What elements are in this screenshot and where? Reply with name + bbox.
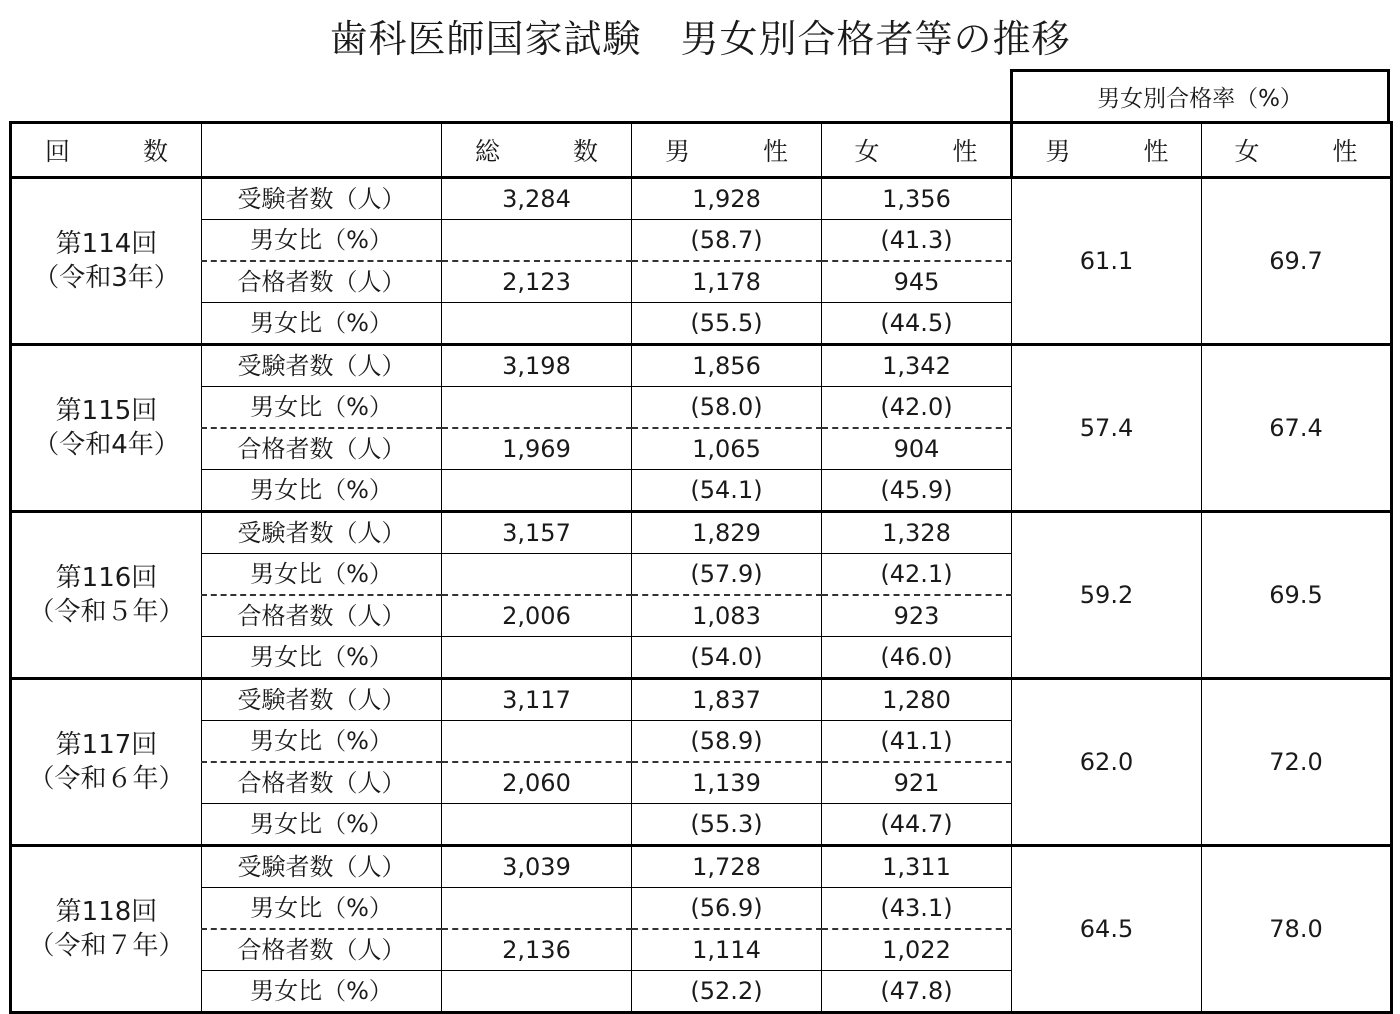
pass-rate-group-header: 男女別合格率（%） [1010, 69, 1390, 121]
round-era: （令和3年） [33, 263, 180, 293]
pass-rate-male: 61.1 [1012, 178, 1202, 345]
female-value: (46.0) [822, 637, 1012, 679]
pass-rate-male: 59.2 [1012, 512, 1202, 679]
total-value [442, 554, 632, 596]
total-value: 3,157 [442, 512, 632, 554]
male-value: (57.9) [632, 554, 822, 596]
male-value: (58.0) [632, 387, 822, 429]
table-row [11, 679, 1392, 721]
female-value: 1,311 [822, 846, 1012, 888]
pass-rate-female: 69.5 [1202, 512, 1392, 679]
pass-rate-female: 67.4 [1202, 345, 1392, 512]
male-value: 1,178 [632, 261, 822, 303]
total-value [442, 303, 632, 345]
male-value: 1,928 [632, 178, 822, 220]
total-value: 3,198 [442, 345, 632, 387]
col-header-total: 総 数 [442, 123, 632, 178]
female-value: 1,356 [822, 178, 1012, 220]
col-header-round: 回 数 [11, 123, 202, 178]
male-value: 1,856 [632, 345, 822, 387]
row-label: 受験者数（人） [202, 679, 442, 721]
page-title: 歯科医師国家試験 男女別合格者等の推移 [329, 17, 1071, 61]
total-value [442, 721, 632, 763]
row-label: 男女比（%） [202, 888, 442, 930]
total-value [442, 637, 632, 679]
total-value [442, 220, 632, 262]
pass-rate-male: 64.5 [1012, 846, 1202, 1013]
row-label: 合格者数（人） [202, 428, 442, 470]
female-value: 1,280 [822, 679, 1012, 721]
table-row [11, 345, 1392, 387]
male-value: (52.2) [632, 971, 822, 1013]
male-value: 1,083 [632, 595, 822, 637]
female-value: (42.0) [822, 387, 1012, 429]
female-value: (42.1) [822, 554, 1012, 596]
table-row [11, 178, 1392, 220]
row-label: 男女比（%） [202, 804, 442, 846]
male-value: 1,114 [632, 929, 822, 971]
round-name: 第114回 [55, 229, 158, 259]
round-label-cell [11, 178, 202, 345]
round-label-cell [11, 846, 202, 1013]
male-value: 1,837 [632, 679, 822, 721]
col-header-female: 女 性 [822, 123, 1012, 178]
round-name: 第118回 [55, 897, 158, 927]
round-name: 第116回 [55, 563, 158, 593]
header-row [11, 123, 1392, 178]
total-value: 3,284 [442, 178, 632, 220]
female-value: (47.8) [822, 971, 1012, 1013]
total-value: 2,136 [442, 929, 632, 971]
row-label: 男女比（%） [202, 387, 442, 429]
row-label: 合格者数（人） [202, 762, 442, 804]
col-header-rate-male: 男 性 [1012, 123, 1202, 178]
female-value: (41.3) [822, 220, 1012, 262]
male-value: 1,728 [632, 846, 822, 888]
total-value [442, 470, 632, 512]
female-value: (43.1) [822, 888, 1012, 930]
male-value: (58.7) [632, 220, 822, 262]
row-label: 合格者数（人） [202, 595, 442, 637]
row-label: 受験者数（人） [202, 345, 442, 387]
round-label-cell [11, 512, 202, 679]
female-value: (45.9) [822, 470, 1012, 512]
round-era: （令和７年） [28, 931, 185, 961]
female-value: 1,328 [822, 512, 1012, 554]
female-value: 904 [822, 428, 1012, 470]
pass-rate-female: 78.0 [1202, 846, 1392, 1013]
row-label: 男女比（%） [202, 971, 442, 1013]
female-value: (41.1) [822, 721, 1012, 763]
results-table [9, 121, 1393, 1014]
row-label: 受験者数（人） [202, 512, 442, 554]
table-row [11, 512, 1392, 554]
row-label: 男女比（%） [202, 470, 442, 512]
table-body [11, 178, 1392, 1013]
row-label: 受験者数（人） [202, 178, 442, 220]
male-value: (54.1) [632, 470, 822, 512]
total-value: 2,123 [442, 261, 632, 303]
female-value: 921 [822, 762, 1012, 804]
row-label: 合格者数（人） [202, 261, 442, 303]
male-value: (54.0) [632, 637, 822, 679]
female-value: 945 [822, 261, 1012, 303]
female-value: 1,342 [822, 345, 1012, 387]
round-name: 第115回 [55, 396, 158, 426]
col-header-item [202, 123, 442, 178]
total-value: 3,039 [442, 846, 632, 888]
row-label: 男女比（%） [202, 637, 442, 679]
male-value: 1,065 [632, 428, 822, 470]
round-era: （令和５年） [28, 597, 185, 627]
male-value: 1,829 [632, 512, 822, 554]
total-value [442, 387, 632, 429]
row-label: 合格者数（人） [202, 929, 442, 971]
male-value: 1,139 [632, 762, 822, 804]
male-value: (55.5) [632, 303, 822, 345]
pass-rate-male: 57.4 [1012, 345, 1202, 512]
round-era: （令和4年） [33, 430, 180, 460]
pass-rate-male: 62.0 [1012, 679, 1202, 846]
female-value: 923 [822, 595, 1012, 637]
row-label: 男女比（%） [202, 721, 442, 763]
female-value: (44.7) [822, 804, 1012, 846]
total-value: 3,117 [442, 679, 632, 721]
male-value: (58.9) [632, 721, 822, 763]
pass-rate-female: 69.7 [1202, 178, 1392, 345]
total-value [442, 804, 632, 846]
total-value: 2,006 [442, 595, 632, 637]
table-row [11, 846, 1392, 888]
row-label: 受験者数（人） [202, 846, 442, 888]
female-value: (44.5) [822, 303, 1012, 345]
row-label: 男女比（%） [202, 554, 442, 596]
round-label-cell [11, 345, 202, 512]
total-value: 1,969 [442, 428, 632, 470]
row-label: 男女比（%） [202, 303, 442, 345]
row-label: 男女比（%） [202, 220, 442, 262]
total-value [442, 888, 632, 930]
female-value: 1,022 [822, 929, 1012, 971]
total-value: 2,060 [442, 762, 632, 804]
col-header-male: 男 性 [632, 123, 822, 178]
round-era: （令和６年） [28, 764, 185, 794]
male-value: (56.9) [632, 888, 822, 930]
round-name: 第117回 [55, 730, 158, 760]
total-value [442, 971, 632, 1013]
pass-rate-female: 72.0 [1202, 679, 1392, 846]
male-value: (55.3) [632, 804, 822, 846]
round-label-cell [11, 679, 202, 846]
col-header-rate-female: 女 性 [1202, 123, 1392, 178]
